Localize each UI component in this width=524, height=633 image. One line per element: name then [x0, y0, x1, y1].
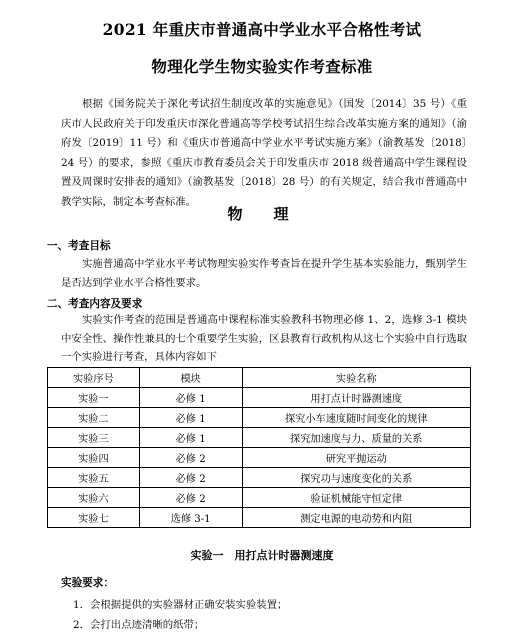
table-cell: 验证机械能守恒定律 — [242, 488, 470, 508]
column-header: 模块 — [139, 368, 242, 388]
heading-objectives: 一、考查目标 — [47, 240, 111, 252]
table-cell: 实验七 — [48, 508, 140, 528]
column-header: 实验序号 — [48, 368, 140, 388]
table-cell: 探究小车速度随时间变化的规律 — [242, 408, 470, 428]
intro-paragraph: 根据《国务院关于深化考试招生制度改革的实施意见》（国发〔2014〕35 号）《重庆市人民政府关于印发重庆市深化普通高等学校考试招生综合改革实施方案的通知》（渝府发〔2019〕11 号）和《重庆市普通高中学业水平考试实施方案》（渝教基发〔2018〕24 号）的要求，参照《重庆市教育委员会关于印发重庆市 2018 级普通高中学生课程设置及周课时安排表的通知》（渝教基发〔2018〕28 号）的有关规定，结合我市普通高中教学实际，制定本考查标准。 — [61, 98, 467, 208]
table-cell: 测定电源的电动势和内阻 — [242, 508, 470, 528]
table-cell: 实验六 — [48, 488, 140, 508]
table-cell: 必修 1 — [139, 388, 242, 408]
requirement-item: 2．会打出点迹清晰的纸带； — [73, 619, 205, 631]
table-cell: 探究功与速度变化的关系 — [242, 468, 470, 488]
requirements-heading: 实验要求： — [61, 577, 114, 589]
table-cell: 实验四 — [48, 448, 140, 468]
table-cell: 研究平抛运动 — [242, 448, 470, 468]
table-cell: 实验五 — [48, 468, 140, 488]
table-cell: 用打点计时器测速度 — [242, 388, 470, 408]
table-row — [48, 488, 471, 508]
table-row — [48, 508, 471, 528]
table-cell: 必修 2 — [139, 448, 242, 468]
table-row — [48, 428, 471, 448]
table-cell: 必修 2 — [139, 468, 242, 488]
table-cell: 必修 1 — [139, 428, 242, 448]
content-paragraph: 实验实作考查的范围是普通高中课程标准实验教科书物理必修 1、2，选修 3-1 模块中安全性、操作性兼具的七个重要学生实验，区县教育行政机构从这七个实验中自行选取一个实验进行考查，具体内容如下 — [61, 314, 467, 363]
experiment-table — [47, 367, 471, 528]
table-row — [48, 408, 471, 428]
table-cell: 实验三 — [48, 428, 140, 448]
table-cell: 必修 1 — [139, 408, 242, 428]
document-title-line2: 物理化学生物实验实作考查标准 — [151, 57, 373, 76]
requirement-item: 1．会根据提供的实验器材正确安装实验装置； — [73, 599, 288, 611]
section-title-physics: 物 理 — [227, 205, 297, 223]
table-row — [48, 448, 471, 468]
objectives-paragraph: 实施普通高中学业水平考试物理实验实作考查旨在提升学生基本实验能力，甄别学生是否达到学业水平合格性要求。 — [61, 258, 467, 289]
experiment-one-title: 实验一 用打点计时器测速度 — [190, 549, 334, 562]
column-header: 实验名称 — [242, 368, 470, 388]
heading-content: 二、考查内容及要求 — [47, 298, 143, 310]
table-cell: 探究加速度与力、质量的关系 — [242, 428, 470, 448]
table-row — [48, 388, 471, 408]
document-title-line1: 2021 年重庆市普通高中学业水平合格性考试 — [102, 20, 422, 39]
table-cell: 实验一 — [48, 388, 140, 408]
table-row — [48, 468, 471, 488]
table-cell: 必修 2 — [139, 488, 242, 508]
table-cell: 实验二 — [48, 408, 140, 428]
table-cell: 选修 3-1 — [139, 508, 242, 528]
table-header-row — [48, 368, 471, 388]
